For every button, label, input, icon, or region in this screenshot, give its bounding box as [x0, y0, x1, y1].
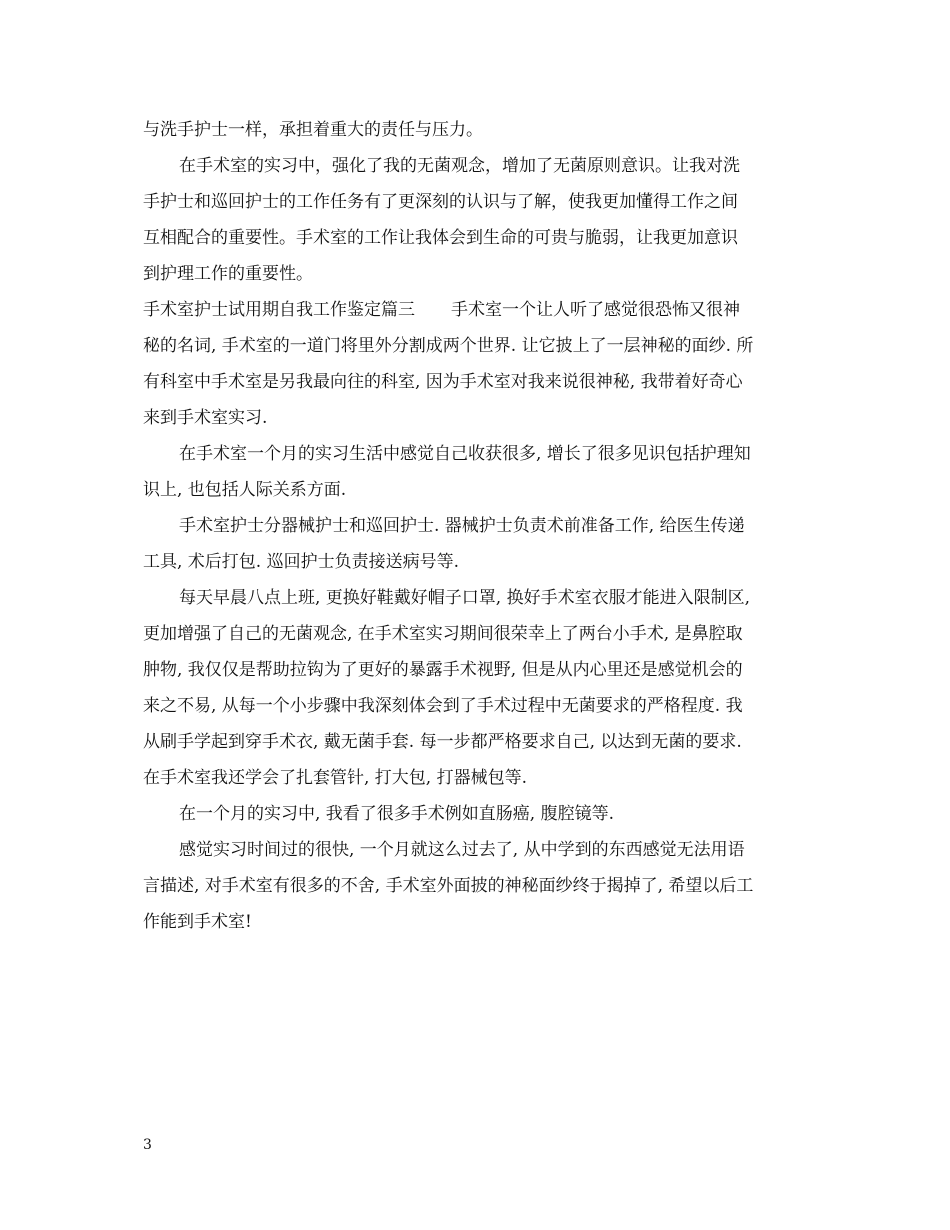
section-heading: 手术室护士试用期自我工作鉴定篇三 [143, 300, 415, 320]
text-line: 互相配合的重要性。手术室的工作让我体会到生命的可贵与脆弱，让我更加意识 [143, 228, 738, 248]
text-line: 手护士和巡回护士的工作任务有了更深刻的认识与了解，使我更加懂得工作之间 [143, 192, 738, 212]
text-line: 来到手术室实习. [143, 408, 268, 428]
text-line: 更加增强了自己的无菌观念, 在手术室实习期间很荣幸上了两台小手术, 是鼻腔取 [143, 624, 743, 644]
text-line: 在手术室一个月的实习生活中感觉自己收获很多, 增长了很多见识包括护理知 [179, 444, 751, 464]
text-line: 从刷手学起到穿手术衣, 戴无菌手套. 每一步都严格要求自己, 以达到无菌的要求. [143, 732, 742, 752]
section-heading-line [143, 292, 813, 328]
text-line: 在手术室我还学会了扎套管针, 打大包, 打器械包等. [143, 768, 528, 788]
text-line: 手术室护士分器械护士和巡回护士. 器械护士负责术前准备工作, 给医生传递 [179, 516, 745, 536]
text-line: 在一个月的实习中, 我看了很多手术例如直肠癌, 腹腔镜等. [179, 804, 615, 824]
text-line: 秘的名词, 手术室的一道门将里外分割成两个世界. 让它披上了一层神秘的面纱. 所 [143, 336, 754, 356]
text-line: 到护理工作的重要性。 [143, 264, 313, 284]
text-line: 言描述, 对手术室有很多的不舍, 手术室外面披的神秘面纱终于揭掉了, 希望以后工 [143, 876, 754, 896]
text-line-fragment: 手术室一个让人听了感觉很恐怖又很神 [451, 300, 740, 320]
text-line: 肿物, 我仅仅是帮助拉钩为了更好的暴露手术视野, 但是从内心里还是感觉机会的 [143, 660, 743, 680]
text-line: 识上, 也包括人际关系方面. [143, 480, 347, 500]
text-line: 有科室中手术室是另我最向往的科室, 因为手术室对我来说很神秘, 我带着好奇心 [143, 372, 743, 392]
text-line: 在手术室的实习中，强化了我的无菌观念，增加了无菌原则意识。让我对洗 [179, 156, 740, 176]
text-line: 与洗手护士一样，承担着重大的责任与压力。 [143, 120, 483, 140]
text-line: 工具, 术后打包. 巡回护士负责接送病号等. [143, 552, 460, 572]
text-line: 每天早晨八点上班, 更换好鞋戴好帽子口罩, 换好手术室衣服才能进入限制区, [179, 588, 751, 608]
text-line: 感觉实习时间过的很快, 一个月就这么过去了, 从中学到的东西感觉无法用语 [179, 840, 745, 860]
text-line: 作能到手术室! [143, 912, 252, 932]
page-number: 3 [143, 1137, 152, 1153]
text-line: 来之不易, 从每一个小步骤中我深刻体会到了手术过程中无菌要求的严格程度. 我 [143, 696, 743, 716]
document-body [143, 112, 813, 940]
